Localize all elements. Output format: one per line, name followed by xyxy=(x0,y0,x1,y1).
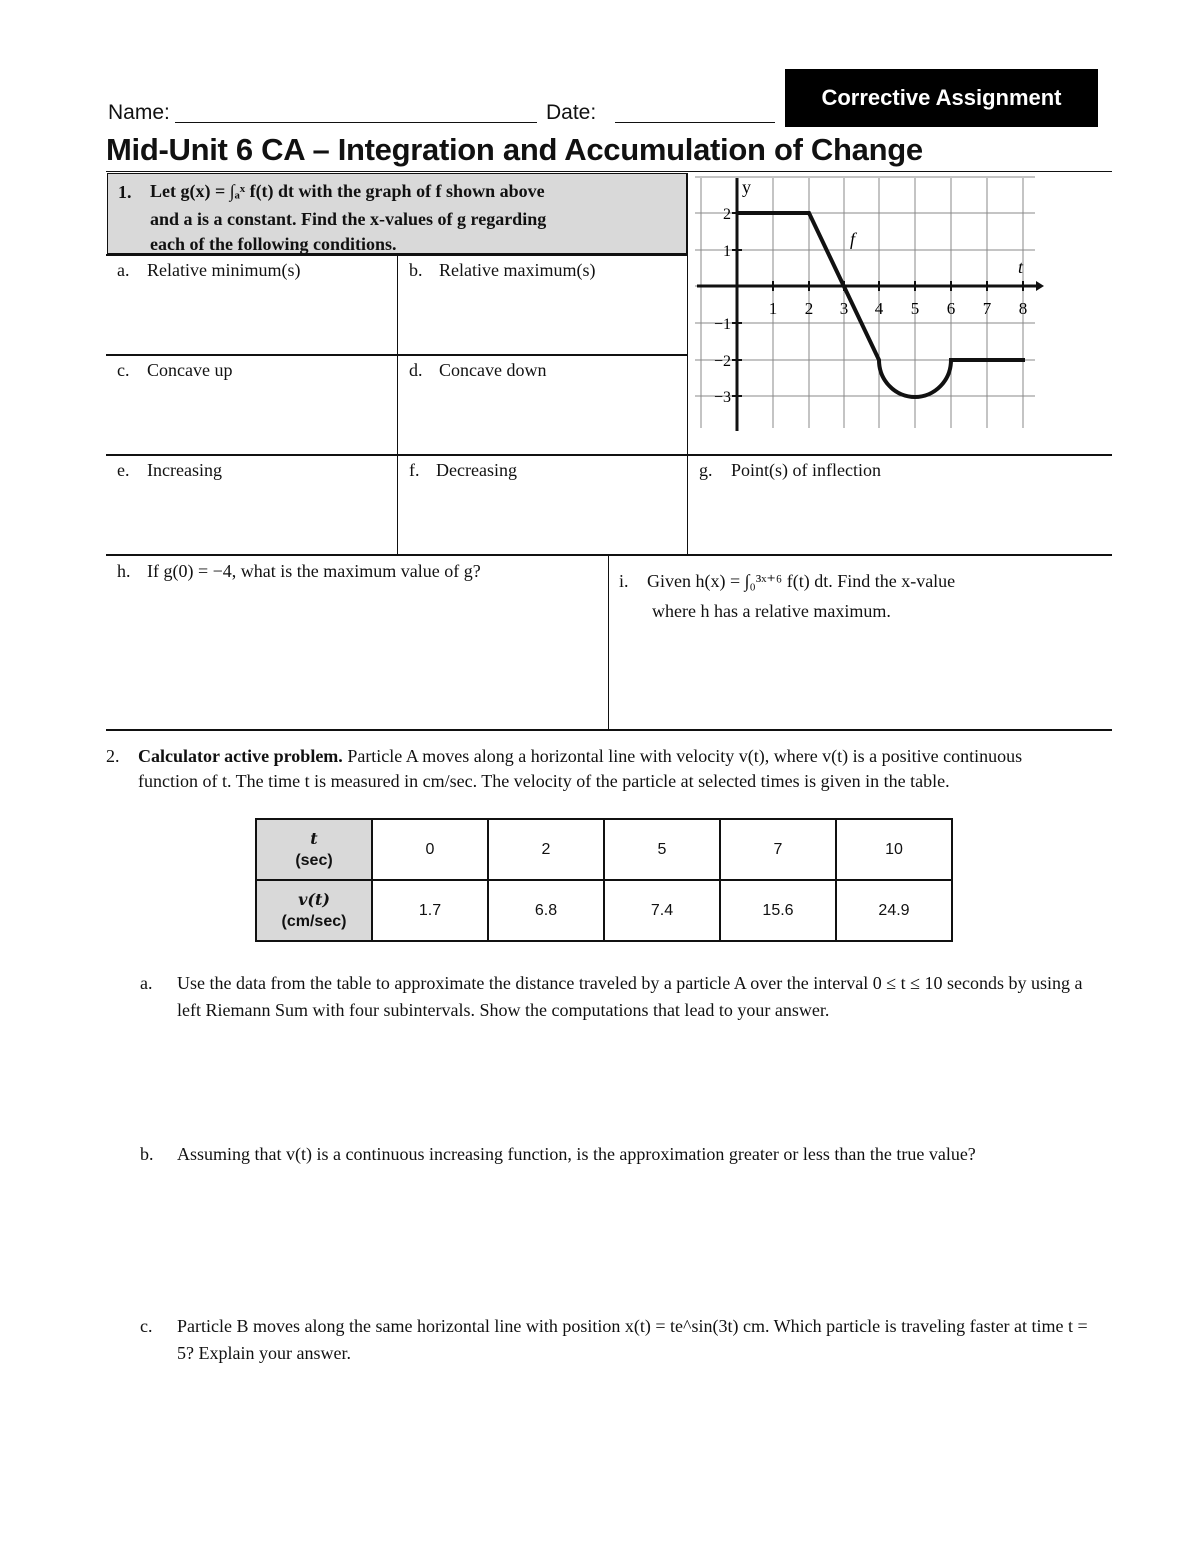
q1-line3: each of the following conditions. xyxy=(150,234,397,254)
table-cell: 2 xyxy=(488,819,604,880)
t-axis-label: t xyxy=(1018,257,1024,277)
grid-rule xyxy=(106,554,1112,556)
page-title: Mid-Unit 6 CA – Integration and Accumulation of Change xyxy=(106,132,923,167)
q1-part-c: c. Concave up xyxy=(117,360,233,380)
grid-divider xyxy=(608,554,609,730)
y-tick-label: 2 xyxy=(723,206,731,223)
q1-part-h: h. If g(0) = −4, what is the maximum value of g? xyxy=(117,561,481,581)
table-header-t: t (sec) xyxy=(256,819,372,880)
table-cell: 24.9 xyxy=(836,880,952,941)
q1-part-e: e. Increasing xyxy=(117,460,222,480)
x-tick-label: 6 xyxy=(946,299,956,318)
q1-prompt xyxy=(118,178,678,254)
table-cell: 7 xyxy=(720,819,836,880)
grid-rule xyxy=(106,454,1112,456)
table-cell: 0 xyxy=(372,819,488,880)
y-tick-label: 1 xyxy=(723,243,731,260)
q2-part-b: b. Assuming that v(t) is a continuous increasing function, is the approximation greater or less than the true value? xyxy=(140,1144,976,1164)
corrective-assignment-badge: Corrective Assignment xyxy=(785,69,1098,127)
y-tick-label: −3 xyxy=(713,389,731,406)
velocity-table xyxy=(255,818,953,942)
table-cell: 1.7 xyxy=(372,880,488,941)
table-cell: 15.6 xyxy=(720,880,836,941)
x-tick-label: 7 xyxy=(982,299,992,318)
q2-intro xyxy=(106,744,1106,794)
q1-line2: and a is a constant. Find the x-values of g regarding xyxy=(150,209,547,229)
date-blank[interactable] xyxy=(615,122,775,123)
x-tick-labels xyxy=(769,299,1028,318)
q1-part-g: g. Point(s) of inflection xyxy=(699,460,881,480)
table-cell: 5 xyxy=(604,819,720,880)
x-tick-label: 1 xyxy=(768,299,778,318)
y-tick-labels xyxy=(714,206,731,406)
y-axis-label: y xyxy=(742,177,751,197)
name-label: Name: xyxy=(108,101,170,124)
q1-part-a: a. Relative minimum(s) xyxy=(117,260,301,280)
date-label: Date: xyxy=(546,101,597,124)
q1-part-b: b. Relative maximum(s) xyxy=(409,260,596,280)
table-row xyxy=(256,880,952,941)
q2-lead: Calculator active problem. xyxy=(138,746,343,766)
y-tick-label: −1 xyxy=(713,316,731,333)
x-tick-label: 3 xyxy=(839,299,849,318)
table-cell: 10 xyxy=(836,819,952,880)
q2-number: 2. xyxy=(106,746,120,766)
q1-part-f: f. Decreasing xyxy=(409,460,517,480)
table-cell: 6.8 xyxy=(488,880,604,941)
table-row xyxy=(256,819,952,880)
q2-intro-text: Particle A moves along a horizontal line with velocity v(t), where v(t) is a positive continuous function of t. The time t is measured in cm/sec. The velocity of the particle at selected times is given in the table. xyxy=(138,746,1023,791)
t-axis-arrow xyxy=(1036,281,1044,291)
q1-part-d: d. Concave down xyxy=(409,360,547,380)
x-tick-label: 2 xyxy=(804,299,814,318)
grid-divider xyxy=(687,173,688,554)
title-rule xyxy=(106,171,1112,172)
y-tick-label: −2 xyxy=(713,353,731,370)
grid-rule xyxy=(106,729,1112,731)
table-header-v: v(t) (cm/sec) xyxy=(256,880,372,941)
graph-of-f xyxy=(690,173,1050,435)
q1-line1: Let g(x) = ∫ₐˣ f(t) dt with the graph of f shown above xyxy=(150,181,545,201)
q2-part-c: c. Particle B moves along the same horizontal line with position x(t) = te^sin(3t) cm. Which particle is traveling faster at time t = 5? Explain your answer. xyxy=(140,1316,1088,1363)
x-tick-label: 4 xyxy=(874,299,884,318)
q1-part-i: i. Given h(x) = ∫₀³ˣ⁺⁶ f(t) dt. Find the x-value where h has a relative maximum. xyxy=(619,571,956,621)
q2-part-a: a. Use the data from the table to approximate the distance traveled by a particle A over the interval 0 ≤ t ≤ 10 seconds by using a left Riemann Sum with four subintervals. Show the computations that lead to your answer. xyxy=(140,973,1083,1020)
q1-number: 1. xyxy=(118,182,132,202)
name-blank[interactable] xyxy=(175,122,537,123)
x-tick-label: 5 xyxy=(910,299,920,318)
x-tick-label: 8 xyxy=(1018,299,1028,318)
f-curve-label: f xyxy=(850,229,856,249)
grid-divider xyxy=(397,254,398,554)
table-cell: 7.4 xyxy=(604,880,720,941)
